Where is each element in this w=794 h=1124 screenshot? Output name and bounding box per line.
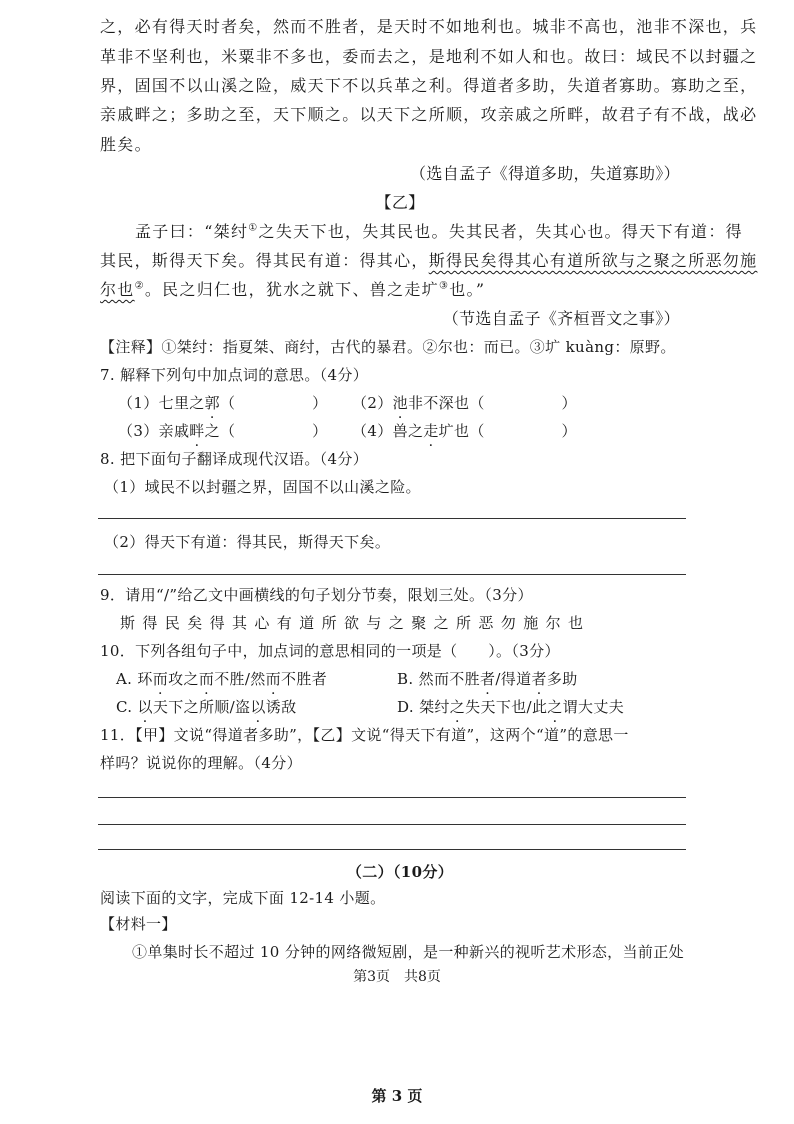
passage-jia-line: 之，必有得天时者矣，然而不胜者，是天时不如地利也。城非不高也，池非不深也，兵 bbox=[100, 17, 758, 36]
underlined-sentence: 尔也 bbox=[100, 280, 135, 299]
question-7-item-4: （4）兽之走圹也（ ） bbox=[352, 422, 577, 440]
question-7-item-2: （2）池非不深也（ ） bbox=[352, 394, 577, 412]
passage-jia-line: 革非不坚利也，米粟非不多也，委而去之，是地利不如人和也。故曰：域民不以封疆之 bbox=[100, 47, 758, 66]
question-9-sentence: 斯得民矣得其心有道所欲与之聚之所恶勿施尔也 bbox=[120, 614, 591, 632]
passage-yi-line bbox=[100, 250, 758, 272]
dotted-char: 池 bbox=[392, 394, 408, 412]
passage-yi-text: 也。” bbox=[449, 280, 486, 299]
answer-blank: （ ） bbox=[469, 422, 577, 440]
passage-yi-source: （节选自孟子《齐桓晋文之事》） bbox=[442, 309, 680, 328]
dotted-char: 之 bbox=[547, 698, 563, 716]
dotted-char: 者 bbox=[531, 670, 547, 688]
answer-line bbox=[98, 797, 686, 798]
annotation-notes: 【注释】①桀纣：指夏桀、商纣，古代的暴君。②尔也：而已。③圹 kuàng：原野。 bbox=[100, 338, 676, 356]
footnote-marker: ① bbox=[248, 222, 259, 234]
answer-blank: （ ） bbox=[469, 394, 577, 412]
answer-blank: （ ） bbox=[220, 394, 328, 412]
material-1-label: 【材料一】 bbox=[100, 915, 177, 933]
footnote-marker: ③ bbox=[438, 280, 450, 292]
inner-page-number: 第3页 共8页 bbox=[353, 969, 441, 985]
dotted-char: 畔 bbox=[189, 422, 205, 440]
question-10-stem: 10．下列各组句子中，加点词的意思相同的一项是（ ）。（3分） bbox=[100, 642, 560, 660]
footnote-marker: ② bbox=[134, 280, 145, 292]
question-7-item-3: （3）亲戚畔之（ ） bbox=[118, 422, 328, 440]
answer-line bbox=[98, 849, 686, 850]
answer-line bbox=[98, 574, 686, 575]
passage-jia-source: （选自孟子《得道多助，失道寡助》） bbox=[410, 164, 680, 183]
passage-jia-line: 界，固国不以山溪之险，威天下不以兵革之利。得道者多助，失道者寡助。寡助之至， bbox=[100, 76, 758, 95]
question-10-option-c: C. 以天下之所顺/盗以诱敌 bbox=[116, 698, 297, 716]
answer-blank: （ ） bbox=[220, 422, 328, 440]
question-8-sentence-1: （1）域民不以封疆之界，固国不以山溪之险。 bbox=[104, 478, 421, 496]
question-8-stem: 8. 把下面句子翻译成现代汉语。（4分） bbox=[100, 450, 369, 468]
dotted-char: 之 bbox=[449, 698, 466, 716]
material-1-paragraph: ①单集时长不超过 10 分钟的网络微短剧，是一种新兴的视听艺术形态，当前正处 bbox=[132, 943, 684, 961]
question-11-stem: 样吗？说说你的理解。（4分） bbox=[100, 754, 302, 772]
question-9-stem: 9．请用“/”给乙文中画横线的句子划分节奏，限划三处。（3分） bbox=[100, 586, 533, 604]
passage-jia-line: 胜矣。 bbox=[100, 135, 152, 154]
dotted-char: 以 bbox=[250, 698, 266, 716]
passage-yi-text: 孟子曰：“桀纣 bbox=[135, 222, 249, 241]
question-10-option-b: B. 然而不胜者/得道者多助 bbox=[397, 670, 578, 688]
passage-yi-line bbox=[100, 279, 700, 301]
answer-line bbox=[98, 518, 686, 519]
passage-yi-text: 其民，斯得天下矣。得其民有道：得其心， bbox=[100, 251, 429, 270]
answer-line bbox=[98, 824, 686, 825]
dotted-char: 以 bbox=[137, 698, 153, 716]
dotted-char: 而 bbox=[198, 670, 215, 688]
dotted-char: 郭 bbox=[204, 394, 221, 412]
dotted-char: 而 bbox=[152, 670, 169, 688]
dotted-char: 走 bbox=[423, 422, 439, 440]
question-8-sentence-2: （2）得天下有道：得其民，斯得天下矣。 bbox=[104, 533, 391, 551]
question-11-stem: 11．【甲】文说“得道者多助”，【乙】文说“得天下有道”，这两个“道”的意思一 bbox=[100, 726, 629, 744]
dotted-char: 者 bbox=[480, 670, 496, 688]
question-10-option-a: A. 环而攻之而不胜/然而不胜者 bbox=[116, 670, 328, 688]
passage-yi-text: 。民之归仁也，犹水之就下、兽之走圹 bbox=[144, 280, 439, 299]
part-2-heading: （二）（10分） bbox=[346, 863, 454, 881]
dotted-char: 而 bbox=[265, 670, 282, 688]
outer-page-number: 第 3 页 bbox=[371, 1087, 423, 1105]
passage-yi-text: 之失天下也，失其民也。失其民者，失其心也。得天下有道：得 bbox=[258, 222, 743, 241]
passage-yi-line bbox=[135, 221, 743, 243]
passage-jia-line: 亲戚畔之；多助之至，天下顺之。以天下之所顺，攻亲戚之所畔，故君子有不战，战必 bbox=[100, 105, 758, 124]
question-7-item-1: （1）七里之郭（ ） bbox=[118, 394, 328, 412]
question-10-option-d: D. 桀纣之失天下也/此之谓大丈夫 bbox=[397, 698, 625, 716]
question-7-stem: 7. 解释下列句中加点词的意思。（4分） bbox=[100, 366, 369, 384]
underlined-sentence: 斯得民矣得其心有道所欲与之聚之所恶勿施 bbox=[428, 251, 758, 270]
part-2-intro: 阅读下面的文字，完成下面 12-14 小题。 bbox=[100, 889, 386, 907]
section-yi-heading: 【乙】 bbox=[375, 193, 425, 212]
